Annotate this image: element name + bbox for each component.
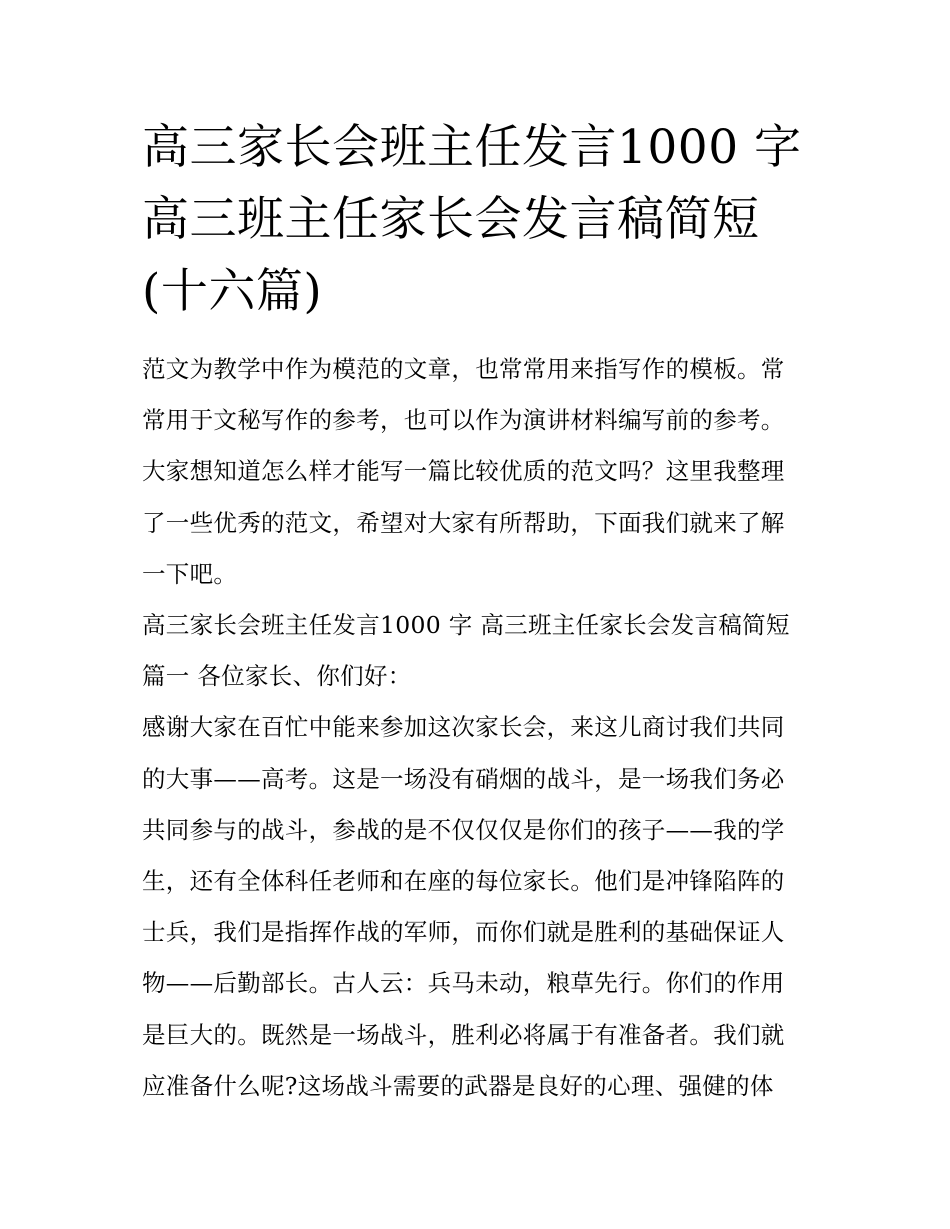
- body-text-line: 共同参与的战斗，参战的是不仅仅仅是你们的孩子——我的学: [142, 815, 785, 844]
- document-title: [142, 112, 812, 328]
- body-text-line: 高三家长会班主任发言1000 字 高三班主任家长会发言稿简短: [142, 611, 790, 640]
- body-text-line: 士兵，我们是指挥作战的军师，而你们就是胜利的基础保证人: [142, 918, 785, 947]
- title-line: (十六篇): [142, 264, 323, 319]
- body-text-line: 一下吧。: [142, 559, 238, 588]
- body-text-line: 大家想知道怎么样才能写一篇比较优质的范文吗？这里我整理: [142, 457, 785, 486]
- body-text-line: 感谢大家在百忙中能来参加这次家长会，来这儿商讨我们共同: [142, 713, 785, 742]
- body-text-line: 生，还有全体科任老师和在座的每位家长。他们是冲锋陷阵的: [142, 867, 785, 896]
- body-text-line: 范文为教学中作为模范的文章，也常常用来指写作的模板。常: [142, 355, 785, 383]
- title-line: 高三家长会班主任发言1000 字: [142, 120, 802, 175]
- body-text-line: 物——后勤部长。古人云：兵马未动，粮草先行。你们的作用: [142, 969, 785, 998]
- body-text-line: 是巨大的。既然是一场战斗，胜利必将属于有准备者。我们就: [142, 1020, 785, 1049]
- title-line: 高三班主任家长会发言稿简短: [142, 192, 760, 247]
- document-page: [142, 112, 812, 1112]
- body-text-line: 常用于文秘写作的参考，也可以作为演讲材料编写前的参考。: [142, 406, 785, 435]
- body-text-line: 篇一 各位家长、你们好：: [142, 662, 412, 691]
- body-text-line: 的大事——高考。这是一场没有硝烟的战斗，是一场我们务必: [142, 764, 785, 793]
- body-text-line: 应准备什么呢?这场战斗需要的武器是良好的心理、强健的体: [142, 1071, 774, 1100]
- document-body: [142, 344, 812, 1112]
- body-text-line: 了一些优秀的范文，希望对大家有所帮助，下面我们就来了解: [142, 508, 785, 537]
